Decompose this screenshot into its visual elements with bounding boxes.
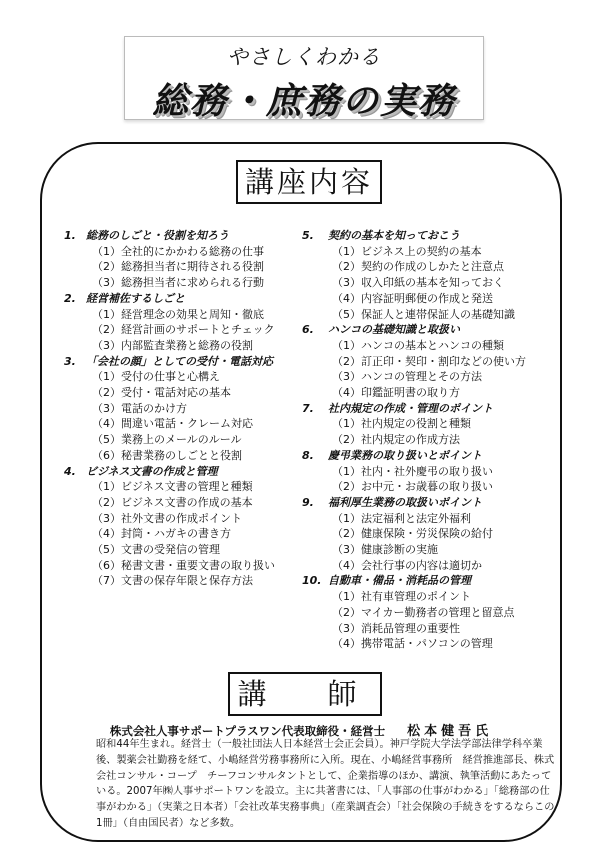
section-number: 9.	[302, 495, 314, 509]
section-title	[64, 464, 304, 480]
section-title-text: 契約の基本を知っておこう	[328, 229, 460, 242]
lecturer-bio: 昭和44年生まれ。経営士（一般社団法人日本経営士会正会員）。神戸学院大学法学部法律学科卒業後、製薬会社勤務を経て、小嶋経営労務事務所に入所。現在、小嶋経営事務所 経営推進部長、株式会社コンサル・コープ チーフコンサルタントとして、企業指導のほか、講演、執筆活動にあたっている。2007年㈱人事サポートワンを設立。主に共著書には、「人事部の仕事がわかる」「総務部の仕事がわかる」（実業之日本者）「会社改革実務事典」（産業調査会）「社会保険の手続きをするならこの1冊」（自由国民者）など多数。	[96, 739, 555, 829]
section-title	[64, 354, 304, 370]
section-title	[302, 495, 562, 511]
list-item: （1）法定福利と法定外福利	[332, 511, 471, 525]
section-number: 10.	[302, 574, 322, 588]
section-title	[302, 448, 562, 464]
lecturer-heading: 講 師	[228, 672, 382, 716]
section-title-text: ハンコの基礎知識と取扱い	[328, 323, 460, 337]
list-item: （3）総務担当者に求められる行動	[92, 276, 264, 290]
list-item: （4）印鑑証明書の取り方	[332, 386, 460, 400]
list-item: （3）ハンコの管理とその方法	[332, 370, 482, 384]
section-number: 8.	[302, 448, 314, 462]
course-list-left	[64, 228, 304, 589]
page-title: 総務・庶務の実務	[151, 81, 456, 122]
list-item: （2）訂正印・契印・割印などの使い方	[332, 354, 526, 368]
list-item: （1）全社的にかかわる総務の仕事	[92, 244, 264, 258]
list-item: （1）ビジネス文書の管理と種類	[92, 480, 253, 494]
list-item: （1）受付の仕事と心構え	[92, 370, 220, 384]
list-item: （2）健康保険・労災保険の給付	[332, 527, 493, 541]
section-number: 2.	[64, 291, 76, 305]
list-item: （1）ハンコの基本とハンコの種類	[332, 338, 504, 352]
list-item: （1）社有車管理のポイント	[332, 590, 471, 604]
section-title-text: 経営補佐するしごと	[86, 291, 185, 305]
lecturer-name: 松本健吾氏	[407, 724, 493, 739]
list-item: （4）封筒・ハガキの書き方	[92, 527, 231, 541]
subtitle: やさしくわかる	[227, 45, 381, 69]
list-item: （3）社外文書の作成ポイント	[92, 511, 242, 525]
section-title	[302, 228, 562, 244]
section-number: 3.	[64, 354, 76, 368]
course-list-right	[302, 228, 562, 652]
list-item: （1）経営理念の効果と周知・徹底	[92, 307, 264, 321]
list-item: （2）マイカー勤務者の管理と留意点	[332, 605, 515, 619]
course-heading: 講座内容	[236, 160, 382, 204]
list-item: （2）契約の作成のしかたと注意点	[332, 260, 504, 274]
list-item: （5）文書の受発信の管理	[92, 543, 220, 557]
section-title-text: ビジネス文書の作成と管理	[86, 464, 218, 478]
section-number: 1.	[64, 229, 76, 242]
section-title-text: 「会社の顔」としての受付・電話対応	[86, 354, 273, 368]
section-title-text: 社内規定の作成・管理のポイント	[328, 401, 493, 415]
section-number: 4.	[64, 464, 76, 478]
section-title	[64, 291, 304, 307]
list-item: （3）電話のかけ方	[92, 401, 187, 415]
title-banner	[124, 36, 484, 120]
list-item: （2）総務担当者に期待される役割	[92, 260, 264, 274]
list-item: （3）消耗品管理の重要性	[332, 621, 460, 635]
list-item: （2）お中元・お歳暮の取り扱い	[332, 480, 493, 494]
section-number: 5.	[302, 229, 314, 242]
list-item: （2）受付・電話対応の基本	[92, 386, 231, 400]
list-item: （4）携帯電話・パソコンの管理	[332, 637, 493, 651]
section-title	[302, 573, 562, 589]
list-item: （1）社内・社外慶弔の取り扱い	[332, 464, 493, 478]
section-title	[64, 228, 304, 244]
section-number: 6.	[302, 323, 314, 337]
section-title-text: 慶弔業務の取り扱いとポイント	[328, 448, 482, 462]
list-item: （4）内容証明郵便の作成と発送	[332, 291, 493, 305]
list-item: （4）会社行事の内容は適切か	[332, 558, 482, 572]
lecturer-affiliation: 株式会社人事サポートプラスワン代表取締役・経営士	[109, 724, 386, 738]
list-item: （6）秘書文書・重要文書の取り扱い	[92, 558, 275, 572]
list-item: （3）健康診断の実施	[332, 543, 438, 557]
list-item: （1）社内規定の役割と種類	[332, 417, 471, 431]
section-number: 7.	[302, 401, 314, 415]
list-item: （5）業務上のメールのルール	[92, 433, 242, 447]
section-title-text: 総務のしごと・役割を知ろう	[86, 229, 229, 242]
list-item: （2）社内規定の作成方法	[332, 433, 460, 447]
section-title-text: 福利厚生業務の取扱いポイント	[328, 495, 482, 509]
list-item: （1）ビジネス上の契約の基本	[332, 244, 482, 258]
section-title	[302, 322, 562, 338]
list-item: （5）保証人と連帯保証人の基礎知識	[332, 307, 515, 321]
list-item: （6）秘書業務のしごとと役割	[92, 448, 242, 462]
section-title-text: 自動車・備品・消耗品の管理	[328, 574, 471, 588]
section-title	[302, 401, 562, 417]
list-item: （2）ビジネス文書の作成の基本	[92, 495, 253, 509]
list-item: （3）内部監査業務と総務の役割	[92, 338, 253, 352]
list-item: （7）文書の保存年限と保存方法	[92, 574, 253, 588]
list-item: （3）収入印紙の基本を知っておく	[332, 276, 504, 290]
list-item: （2）経営計画のサポートとチェック	[92, 323, 275, 337]
list-item: （4）間違い電話・クレーム対応	[92, 417, 253, 431]
